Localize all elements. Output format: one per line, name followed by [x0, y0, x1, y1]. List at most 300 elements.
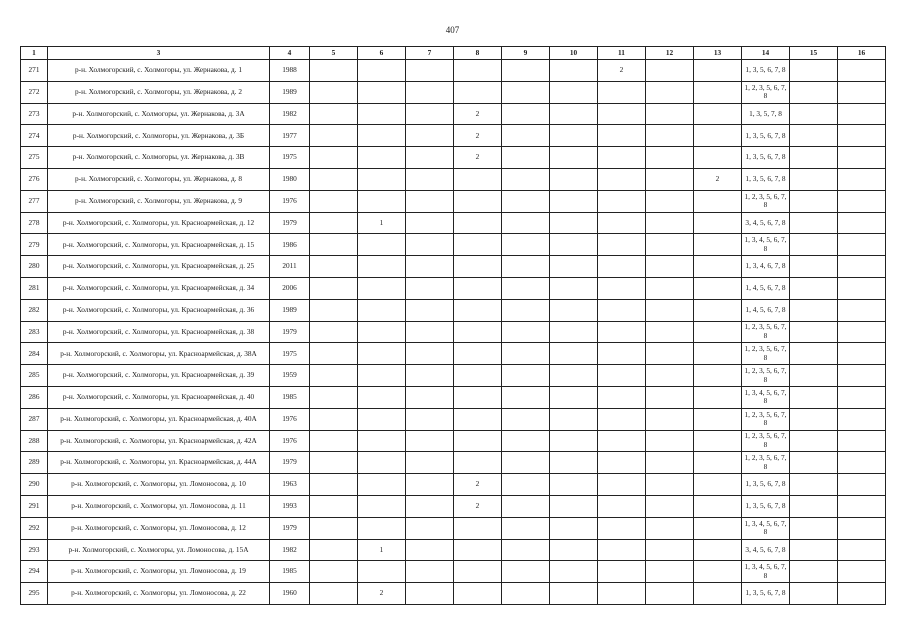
- value-cell-col-11: [598, 103, 646, 125]
- codes-cell: 1, 3, 5, 6, 7, 8: [742, 495, 790, 517]
- address-cell: р-н. Холмогорский, с. Холмогоры, ул. Жернакова, д. 3В: [48, 147, 270, 169]
- value-cell-col-12: [646, 408, 694, 430]
- value-cell-col-6: 1: [358, 212, 406, 234]
- value-cell-col-16: [838, 561, 886, 583]
- value-cell-col-9: [502, 561, 550, 583]
- codes-cell: 1, 3, 4, 5, 6, 7, 8: [742, 561, 790, 583]
- table-row: [21, 125, 886, 147]
- value-cell-col-10: [550, 583, 598, 605]
- value-cell-col-5: [310, 495, 358, 517]
- codes-cell: 1, 3, 4, 5, 6, 7, 8: [742, 234, 790, 256]
- table-row: [21, 561, 886, 583]
- address-cell: р-н. Холмогорский, с. Холмогоры, ул. Красноармейская, д. 36: [48, 299, 270, 321]
- value-cell-col-8: [454, 190, 502, 212]
- value-cell-col-5: [310, 60, 358, 82]
- value-cell-col-9: [502, 408, 550, 430]
- value-cell-col-12: [646, 256, 694, 278]
- value-cell-col-11: [598, 539, 646, 561]
- value-cell-col-13: [694, 234, 742, 256]
- value-cell-col-12: [646, 190, 694, 212]
- table-row: [21, 517, 886, 539]
- value-cell-col-13: [694, 103, 742, 125]
- value-cell-col-11: [598, 277, 646, 299]
- value-cell-col-15: [790, 60, 838, 82]
- row-number-cell: 280: [21, 256, 48, 278]
- codes-cell: 1, 3, 5, 6, 7, 8: [742, 474, 790, 496]
- value-cell-col-13: [694, 408, 742, 430]
- row-number-cell: 295: [21, 583, 48, 605]
- value-cell-col-11: [598, 256, 646, 278]
- address-cell: р-н. Холмогорский, с. Холмогоры, ул. Ломоносова, д. 19: [48, 561, 270, 583]
- value-cell-col-15: [790, 539, 838, 561]
- value-cell-col-11: [598, 365, 646, 387]
- codes-cell: 1, 2, 3, 5, 6, 7, 8: [742, 81, 790, 103]
- value-cell-col-8: [454, 561, 502, 583]
- value-cell-col-6: [358, 430, 406, 452]
- value-cell-col-16: [838, 125, 886, 147]
- address-cell: р-н. Холмогорский, с. Холмогоры, ул. Красноармейская, д. 15: [48, 234, 270, 256]
- value-cell-col-15: [790, 277, 838, 299]
- table-row: [21, 81, 886, 103]
- value-cell-col-10: [550, 430, 598, 452]
- value-cell-col-13: [694, 386, 742, 408]
- value-cell-col-7: [406, 321, 454, 343]
- value-cell-col-5: [310, 561, 358, 583]
- value-cell-col-9: [502, 125, 550, 147]
- value-cell-col-5: [310, 386, 358, 408]
- value-cell-col-13: [694, 125, 742, 147]
- value-cell-col-7: [406, 430, 454, 452]
- year-cell: 1986: [270, 234, 310, 256]
- row-number-cell: 278: [21, 212, 48, 234]
- value-cell-col-7: [406, 452, 454, 474]
- value-cell-col-5: [310, 343, 358, 365]
- value-cell-col-12: [646, 234, 694, 256]
- table-row: [21, 430, 886, 452]
- table-row: [21, 474, 886, 496]
- value-cell-col-12: [646, 539, 694, 561]
- table-row: [21, 539, 886, 561]
- value-cell-col-16: [838, 583, 886, 605]
- value-cell-col-8: [454, 386, 502, 408]
- value-cell-col-11: [598, 299, 646, 321]
- value-cell-col-6: [358, 103, 406, 125]
- codes-cell: 1, 2, 3, 5, 6, 7, 8: [742, 408, 790, 430]
- value-cell-col-15: [790, 212, 838, 234]
- value-cell-col-12: [646, 212, 694, 234]
- value-cell-col-6: [358, 495, 406, 517]
- value-cell-col-6: [358, 277, 406, 299]
- value-cell-col-16: [838, 539, 886, 561]
- value-cell-col-12: [646, 343, 694, 365]
- value-cell-col-10: [550, 81, 598, 103]
- value-cell-col-13: [694, 561, 742, 583]
- value-cell-col-5: [310, 365, 358, 387]
- value-cell-col-8: [454, 408, 502, 430]
- year-cell: 1976: [270, 190, 310, 212]
- value-cell-col-11: [598, 168, 646, 190]
- value-cell-col-9: [502, 147, 550, 169]
- value-cell-col-11: [598, 408, 646, 430]
- year-cell: 1985: [270, 561, 310, 583]
- year-cell: 1979: [270, 517, 310, 539]
- value-cell-col-15: [790, 125, 838, 147]
- row-number-cell: 290: [21, 474, 48, 496]
- value-cell-col-10: [550, 299, 598, 321]
- address-cell: р-н. Холмогорский, с. Холмогоры, ул. Красноармейская, д. 34: [48, 277, 270, 299]
- year-cell: 1980: [270, 168, 310, 190]
- value-cell-col-7: [406, 561, 454, 583]
- table-row: [21, 212, 886, 234]
- value-cell-col-9: [502, 103, 550, 125]
- value-cell-col-7: [406, 517, 454, 539]
- value-cell-col-6: [358, 365, 406, 387]
- column-header-15: 15: [790, 47, 838, 60]
- value-cell-col-15: [790, 81, 838, 103]
- address-cell: р-н. Холмогорский, с. Холмогоры, ул. Красноармейская, д. 40А: [48, 408, 270, 430]
- value-cell-col-7: [406, 408, 454, 430]
- value-cell-col-5: [310, 212, 358, 234]
- value-cell-col-6: [358, 168, 406, 190]
- value-cell-col-6: [358, 408, 406, 430]
- value-cell-col-7: [406, 147, 454, 169]
- value-cell-col-12: [646, 386, 694, 408]
- value-cell-col-15: [790, 561, 838, 583]
- year-cell: 1989: [270, 299, 310, 321]
- value-cell-col-11: [598, 517, 646, 539]
- value-cell-col-10: [550, 234, 598, 256]
- value-cell-col-13: [694, 343, 742, 365]
- address-cell: р-н. Холмогорский, с. Холмогоры, ул. Жернакова, д. 3А: [48, 103, 270, 125]
- value-cell-col-11: [598, 147, 646, 169]
- row-number-cell: 286: [21, 386, 48, 408]
- codes-cell: 3, 4, 5, 6, 7, 8: [742, 539, 790, 561]
- row-number-cell: 292: [21, 517, 48, 539]
- value-cell-col-16: [838, 190, 886, 212]
- table-row: [21, 256, 886, 278]
- value-cell-col-5: [310, 430, 358, 452]
- value-cell-col-7: [406, 495, 454, 517]
- value-cell-col-10: [550, 343, 598, 365]
- address-cell: р-н. Холмогорский, с. Холмогоры, ул. Ломоносова, д. 10: [48, 474, 270, 496]
- value-cell-col-16: [838, 212, 886, 234]
- address-cell: р-н. Холмогорский, с. Холмогоры, ул. Ломоносова, д. 12: [48, 517, 270, 539]
- value-cell-col-7: [406, 474, 454, 496]
- value-cell-col-7: [406, 212, 454, 234]
- value-cell-col-15: [790, 495, 838, 517]
- value-cell-col-8: [454, 539, 502, 561]
- codes-cell: 1, 2, 3, 5, 6, 7, 8: [742, 343, 790, 365]
- table-row: [21, 299, 886, 321]
- value-cell-col-16: [838, 168, 886, 190]
- table-row: [21, 452, 886, 474]
- row-number-cell: 276: [21, 168, 48, 190]
- year-cell: 1963: [270, 474, 310, 496]
- address-cell: р-н. Холмогорский, с. Холмогоры, ул. Красноармейская, д. 38: [48, 321, 270, 343]
- value-cell-col-6: [358, 561, 406, 583]
- value-cell-col-8: [454, 277, 502, 299]
- value-cell-col-8: [454, 517, 502, 539]
- column-header-4: 4: [270, 47, 310, 60]
- value-cell-col-12: [646, 125, 694, 147]
- value-cell-col-9: [502, 539, 550, 561]
- value-cell-col-15: [790, 365, 838, 387]
- table-row: [21, 321, 886, 343]
- year-cell: 1989: [270, 81, 310, 103]
- value-cell-col-7: [406, 343, 454, 365]
- column-header-9: 9: [502, 47, 550, 60]
- value-cell-col-13: [694, 430, 742, 452]
- year-cell: 1977: [270, 125, 310, 147]
- value-cell-col-8: [454, 343, 502, 365]
- value-cell-col-7: [406, 190, 454, 212]
- value-cell-col-8: [454, 583, 502, 605]
- value-cell-col-11: [598, 190, 646, 212]
- value-cell-col-16: [838, 495, 886, 517]
- value-cell-col-9: [502, 277, 550, 299]
- codes-cell: 1, 2, 3, 5, 6, 7, 8: [742, 430, 790, 452]
- value-cell-col-10: [550, 408, 598, 430]
- value-cell-col-7: [406, 299, 454, 321]
- value-cell-col-9: [502, 430, 550, 452]
- value-cell-col-9: [502, 212, 550, 234]
- codes-cell: 1, 3, 5, 6, 7, 8: [742, 147, 790, 169]
- codes-cell: 1, 2, 3, 5, 6, 7, 8: [742, 190, 790, 212]
- year-cell: 2006: [270, 277, 310, 299]
- column-header-16: 16: [838, 47, 886, 60]
- value-cell-col-12: [646, 321, 694, 343]
- value-cell-col-5: [310, 103, 358, 125]
- value-cell-col-11: [598, 386, 646, 408]
- value-cell-col-10: [550, 147, 598, 169]
- address-cell: р-н. Холмогорский, с. Холмогоры, ул. Красноармейская, д. 44А: [48, 452, 270, 474]
- row-number-cell: 274: [21, 125, 48, 147]
- value-cell-col-6: [358, 321, 406, 343]
- table-row: [21, 495, 886, 517]
- value-cell-col-15: [790, 474, 838, 496]
- value-cell-col-13: [694, 321, 742, 343]
- row-number-cell: 277: [21, 190, 48, 212]
- row-number-cell: 273: [21, 103, 48, 125]
- value-cell-col-6: [358, 190, 406, 212]
- row-number-cell: 294: [21, 561, 48, 583]
- value-cell-col-7: [406, 256, 454, 278]
- table-row: [21, 147, 886, 169]
- table-row: [21, 408, 886, 430]
- value-cell-col-6: [358, 234, 406, 256]
- column-header-6: 6: [358, 47, 406, 60]
- value-cell-col-10: [550, 212, 598, 234]
- value-cell-col-6: [358, 60, 406, 82]
- value-cell-col-8: [454, 321, 502, 343]
- codes-cell: 1, 3, 5, 7, 8: [742, 103, 790, 125]
- value-cell-col-7: [406, 103, 454, 125]
- row-number-cell: 289: [21, 452, 48, 474]
- value-cell-col-13: [694, 277, 742, 299]
- row-number-cell: 287: [21, 408, 48, 430]
- value-cell-col-5: [310, 583, 358, 605]
- value-cell-col-10: [550, 386, 598, 408]
- value-cell-col-16: [838, 277, 886, 299]
- value-cell-col-12: [646, 60, 694, 82]
- table-header-row: [21, 47, 886, 60]
- year-cell: 1975: [270, 343, 310, 365]
- year-cell: 1988: [270, 60, 310, 82]
- table-row: [21, 168, 886, 190]
- year-cell: 1982: [270, 103, 310, 125]
- codes-cell: 1, 3, 4, 6, 7, 8: [742, 256, 790, 278]
- value-cell-col-16: [838, 321, 886, 343]
- value-cell-col-7: [406, 365, 454, 387]
- value-cell-col-9: [502, 583, 550, 605]
- value-cell-col-6: [358, 256, 406, 278]
- value-cell-col-8: [454, 452, 502, 474]
- address-cell: р-н. Холмогорский, с. Холмогоры, ул. Жернакова, д. 9: [48, 190, 270, 212]
- value-cell-col-16: [838, 234, 886, 256]
- page-number: 407: [445, 25, 460, 35]
- value-cell-col-8: 2: [454, 125, 502, 147]
- address-cell: р-н. Холмогорский, с. Холмогоры, ул. Жернакова, д. 8: [48, 168, 270, 190]
- column-header-11: 11: [598, 47, 646, 60]
- value-cell-col-9: [502, 168, 550, 190]
- value-cell-col-8: [454, 212, 502, 234]
- value-cell-col-8: 2: [454, 495, 502, 517]
- address-cell: р-н. Холмогорский, с. Холмогоры, ул. Ломоносова, д. 11: [48, 495, 270, 517]
- row-number-cell: 291: [21, 495, 48, 517]
- value-cell-col-12: [646, 277, 694, 299]
- table-body: [21, 60, 886, 605]
- value-cell-col-15: [790, 256, 838, 278]
- value-cell-col-11: [598, 583, 646, 605]
- value-cell-col-7: [406, 125, 454, 147]
- value-cell-col-10: [550, 103, 598, 125]
- value-cell-col-9: [502, 517, 550, 539]
- value-cell-col-11: [598, 474, 646, 496]
- value-cell-col-13: [694, 147, 742, 169]
- value-cell-col-10: [550, 321, 598, 343]
- value-cell-col-15: [790, 386, 838, 408]
- value-cell-col-6: [358, 125, 406, 147]
- address-cell: р-н. Холмогорский, с. Холмогоры, ул. Красноармейская, д. 25: [48, 256, 270, 278]
- value-cell-col-7: [406, 168, 454, 190]
- value-cell-col-9: [502, 60, 550, 82]
- value-cell-col-11: [598, 234, 646, 256]
- value-cell-col-15: [790, 103, 838, 125]
- value-cell-col-12: [646, 147, 694, 169]
- value-cell-col-13: [694, 60, 742, 82]
- value-cell-col-5: [310, 256, 358, 278]
- value-cell-col-9: [502, 474, 550, 496]
- codes-cell: 1, 4, 5, 6, 7, 8: [742, 299, 790, 321]
- value-cell-col-7: [406, 234, 454, 256]
- value-cell-col-9: [502, 234, 550, 256]
- value-cell-col-16: [838, 408, 886, 430]
- codes-cell: 3, 4, 5, 6, 7, 8: [742, 212, 790, 234]
- value-cell-col-15: [790, 321, 838, 343]
- value-cell-col-6: 1: [358, 539, 406, 561]
- value-cell-col-5: [310, 190, 358, 212]
- codes-cell: 1, 3, 5, 6, 7, 8: [742, 60, 790, 82]
- table-row: [21, 234, 886, 256]
- row-number-cell: 288: [21, 430, 48, 452]
- value-cell-col-10: [550, 256, 598, 278]
- value-cell-col-15: [790, 147, 838, 169]
- value-cell-col-15: [790, 583, 838, 605]
- value-cell-col-15: [790, 299, 838, 321]
- value-cell-col-9: [502, 190, 550, 212]
- row-number-cell: 284: [21, 343, 48, 365]
- row-number-cell: 279: [21, 234, 48, 256]
- address-cell: р-н. Холмогорский, с. Холмогоры, ул. Жернакова, д. 2: [48, 81, 270, 103]
- address-cell: р-н. Холмогорский, с. Холмогоры, ул. Красноармейская, д. 12: [48, 212, 270, 234]
- year-cell: 1979: [270, 321, 310, 343]
- value-cell-col-11: [598, 343, 646, 365]
- codes-cell: 1, 4, 5, 6, 7, 8: [742, 277, 790, 299]
- value-cell-col-8: [454, 60, 502, 82]
- value-cell-col-6: [358, 386, 406, 408]
- value-cell-col-6: [358, 299, 406, 321]
- codes-cell: 1, 3, 5, 6, 7, 8: [742, 168, 790, 190]
- value-cell-col-15: [790, 234, 838, 256]
- value-cell-col-16: [838, 147, 886, 169]
- column-header-5: 5: [310, 47, 358, 60]
- value-cell-col-15: [790, 190, 838, 212]
- value-cell-col-8: [454, 168, 502, 190]
- value-cell-col-16: [838, 386, 886, 408]
- value-cell-col-6: [358, 81, 406, 103]
- value-cell-col-9: [502, 256, 550, 278]
- row-number-cell: 283: [21, 321, 48, 343]
- value-cell-col-13: [694, 474, 742, 496]
- value-cell-col-15: [790, 517, 838, 539]
- row-number-cell: 281: [21, 277, 48, 299]
- value-cell-col-9: [502, 495, 550, 517]
- year-cell: 1979: [270, 212, 310, 234]
- value-cell-col-16: [838, 60, 886, 82]
- value-cell-col-8: [454, 81, 502, 103]
- table-row: [21, 583, 886, 605]
- value-cell-col-10: [550, 190, 598, 212]
- column-header-10: 10: [550, 47, 598, 60]
- address-cell: р-н. Холмогорский, с. Холмогоры, ул. Жернакова, д. 3Б: [48, 125, 270, 147]
- value-cell-col-6: [358, 452, 406, 474]
- address-cell: р-н. Холмогорский, с. Холмогоры, ул. Красноармейская, д. 42А: [48, 430, 270, 452]
- value-cell-col-5: [310, 168, 358, 190]
- value-cell-col-5: [310, 277, 358, 299]
- address-cell: р-н. Холмогорский, с. Холмогоры, ул. Красноармейская, д. 40: [48, 386, 270, 408]
- value-cell-col-12: [646, 168, 694, 190]
- row-number-cell: 272: [21, 81, 48, 103]
- value-cell-col-13: [694, 539, 742, 561]
- column-header-14: 14: [742, 47, 790, 60]
- value-cell-col-7: [406, 81, 454, 103]
- value-cell-col-12: [646, 103, 694, 125]
- value-cell-col-10: [550, 168, 598, 190]
- column-header-7: 7: [406, 47, 454, 60]
- codes-cell: 1, 2, 3, 5, 6, 7, 8: [742, 365, 790, 387]
- value-cell-col-12: [646, 561, 694, 583]
- value-cell-col-16: [838, 430, 886, 452]
- column-header-12: 12: [646, 47, 694, 60]
- codes-cell: 1, 3, 5, 6, 7, 8: [742, 125, 790, 147]
- value-cell-col-7: [406, 583, 454, 605]
- value-cell-col-9: [502, 299, 550, 321]
- value-cell-col-10: [550, 277, 598, 299]
- year-cell: 1960: [270, 583, 310, 605]
- value-cell-col-11: [598, 212, 646, 234]
- table-row: [21, 277, 886, 299]
- value-cell-col-10: [550, 452, 598, 474]
